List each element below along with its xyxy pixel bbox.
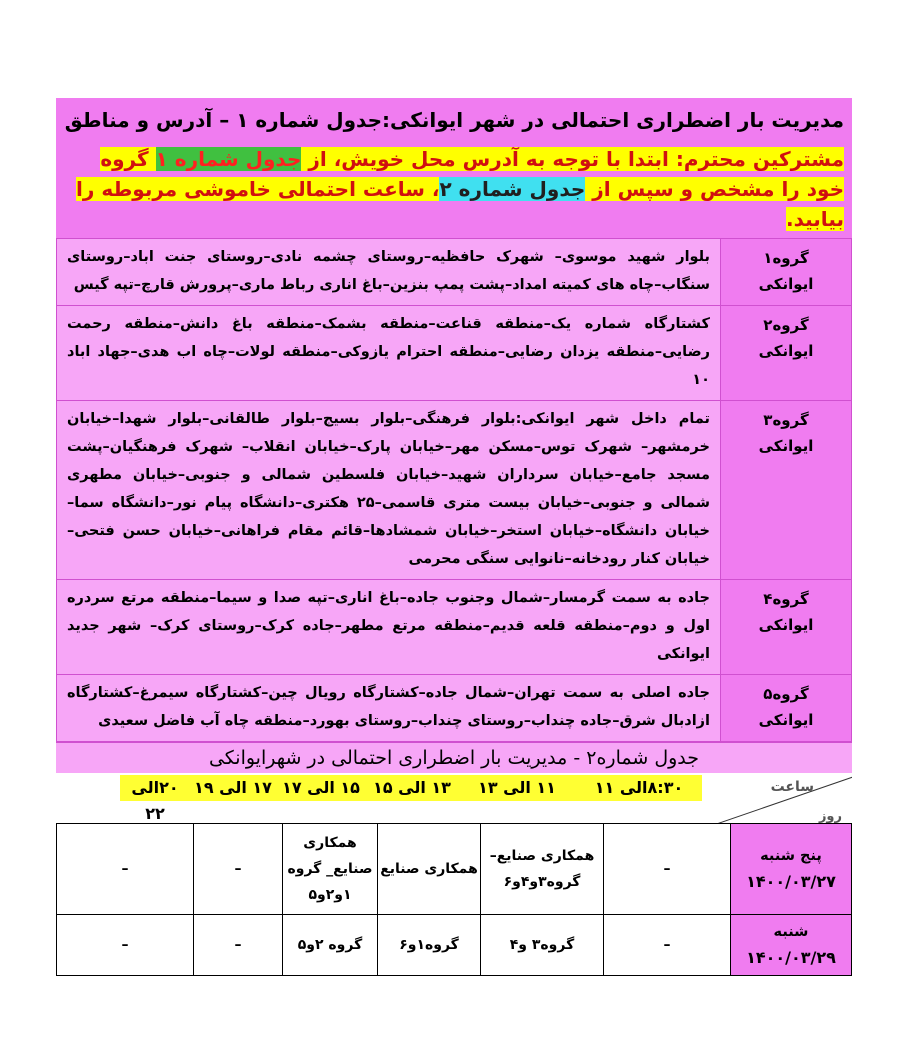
group-address-cell: کشتارگاه شماره یک–منطقه قناعت–منطقه بشمک–منطقه باغ دانش–منطقه رحمت رضایی–منطقه یزدان رضایی–منطقه احترام یازوکی–منطقه لولات–چاه اب هدی–جهاد اباد ۱۰ (57, 306, 721, 401)
schedule-cell: – (604, 915, 731, 976)
address-sheet (56, 98, 852, 829)
schedule-cell: – (57, 824, 194, 915)
group-city: ایوانکی (758, 711, 814, 729)
schedule-cell: – (194, 915, 283, 976)
group-name: گروه۲ (763, 316, 809, 334)
notice-table1-highlight: جدول شماره ۱ (155, 147, 302, 171)
address-table (56, 238, 852, 742)
hour-header-4: ۱۵ الی ۱۷ (274, 775, 366, 801)
day-name: پنج شنبه (760, 848, 822, 864)
schedule-cell: – (57, 915, 194, 976)
day-cell (731, 824, 852, 915)
notice-text (56, 142, 852, 238)
hour-day-corner (702, 773, 852, 829)
day-label: روز (818, 809, 842, 824)
schedule-cell: گروه۳ و۴ (481, 915, 604, 976)
day-cell (731, 915, 852, 976)
page-title: مدیریت بار اضطراری احتمالی در شهر ایوانکی:جدول شماره ۱ – آدرس و مناطق (56, 98, 852, 142)
schedule-cell: همکاری صنایع– گروه۳و۴و۶ (481, 824, 604, 915)
group-city: ایوانکی (758, 275, 814, 293)
group-row (57, 401, 852, 580)
day-date: ۱۴۰۰/۰۳/۲۹ (746, 948, 836, 967)
group-address-cell: تمام داخل شهر ایوانکی:بلوار فرهنگی–بلوار بسیج–بلوار طالقانی–بلوار شهدا–خیابان خرمشهر– شهرک توس–مسکن مهر–خیابان پارک–خیابان انقلاب– شهرک فرهنگیان–پشت مسجد جامع–خیابان سرداران شهید–خیابان فلسطین شمالی و جنوبی–خیابان مطهری شمالی و جنوبی–خیابان بیست متری قاسمی–۲۵ هکتری–دانشگاه پیام نور–دانشگاه سما–خیابان دانشگاه–خیابان استخر–خیابان شمشادها–قائم مقام فراهانی–خیابان حسن فتحی–خیابان کنار رودخانه–نانوایی سنگی محرمی (57, 401, 721, 580)
group-address-cell: جاده اصلی به سمت تهران–شمال جاده–کشتارگاه رویال چین–کشتارگاه سیمرغ–کشتارگاه ازادبال شرق–جاده چنداب–روستای چنداب–روستای بهورد–منطقه چاه آب فاضل سعیدی (57, 675, 721, 742)
day-date: ۱۴۰۰/۰۳/۲۷ (746, 872, 836, 891)
group-row (57, 306, 852, 401)
group-row (57, 239, 852, 306)
group-name-cell (721, 239, 852, 306)
schedule-table (56, 823, 852, 976)
group-row (57, 675, 852, 742)
group-name-cell (721, 401, 852, 580)
day-name: شنبه (773, 924, 809, 940)
group-city: ایوانکی (758, 437, 814, 455)
group-row (57, 580, 852, 675)
hour-header-3: ۱۳ الی ۱۵ (364, 775, 458, 801)
group-name-cell (721, 580, 852, 675)
notice-part-2: گروه خود را مشخص و سپس از (100, 147, 844, 201)
notice-part-1: مشترکین محترم: ابتدا با توجه به آدرس محل خویش، از (301, 147, 844, 171)
hour-header-2: ۱۱ الی ۱۳ (456, 775, 576, 801)
schedule-cell: – (194, 824, 283, 915)
group-name-cell (721, 675, 852, 742)
schedule-cell: گروه۱و۶ (378, 915, 481, 976)
hour-header-5: ۱۷ الی ۱۹ (188, 775, 276, 801)
schedule-cell: همکاری صنایع_ گروه ۱و۲و۵ (283, 824, 378, 915)
table2-title: جدول شماره۲ - مدیریت بار اضطراری احتمالی در شهرایوانکی (56, 742, 852, 773)
schedule-cell: گروه ۲و۵ (283, 915, 378, 976)
group-city: ایوانکی (758, 616, 814, 634)
hour-label: ساعت (770, 779, 814, 795)
group-name: گروه۱ (763, 249, 809, 267)
schedule-cell: همکاری صنایع (378, 824, 481, 915)
group-name: گروه۵ (763, 685, 809, 703)
hours-header (56, 773, 852, 829)
group-name: گروه۴ (763, 590, 809, 608)
group-address-cell: جاده به سمت گرمسار–شمال وجنوب جاده–باغ اناری–تپه صدا و سیما–منطقه مرتع سردره اول و دوم–منطقه قلعه قدیم–منطقه مرتع مطهر–جاده کرک–روستای کرک– شهر جدید ایوانکی (57, 580, 721, 675)
group-name: گروه۳ (763, 411, 809, 429)
notice-table2-highlight: جدول شماره ۲ (439, 177, 586, 201)
schedule-cell: – (604, 824, 731, 915)
group-name-cell (721, 306, 852, 401)
hour-header-6: ۲۰الی ۲۲ (118, 775, 190, 801)
schedule-row (57, 824, 852, 915)
notice-part-3: ، ساعت احتمالی خاموشی مربوطه را بیابید. (76, 177, 844, 231)
group-address-cell: بلوار شهید موسوی– شهرک حافظیه–روستای چشمه نادی–روستای جنت اباد–روستای سنگاب–چاه های کمیته امداد–پشت پمپ بنزین–باغ اناری رباط ماری–پرورش قارچ–تپه گیس (57, 239, 721, 306)
schedule-row (57, 915, 852, 976)
group-city: ایوانکی (758, 342, 814, 360)
hour-header-1: ۸:۳۰الی ۱۱ (574, 775, 702, 801)
